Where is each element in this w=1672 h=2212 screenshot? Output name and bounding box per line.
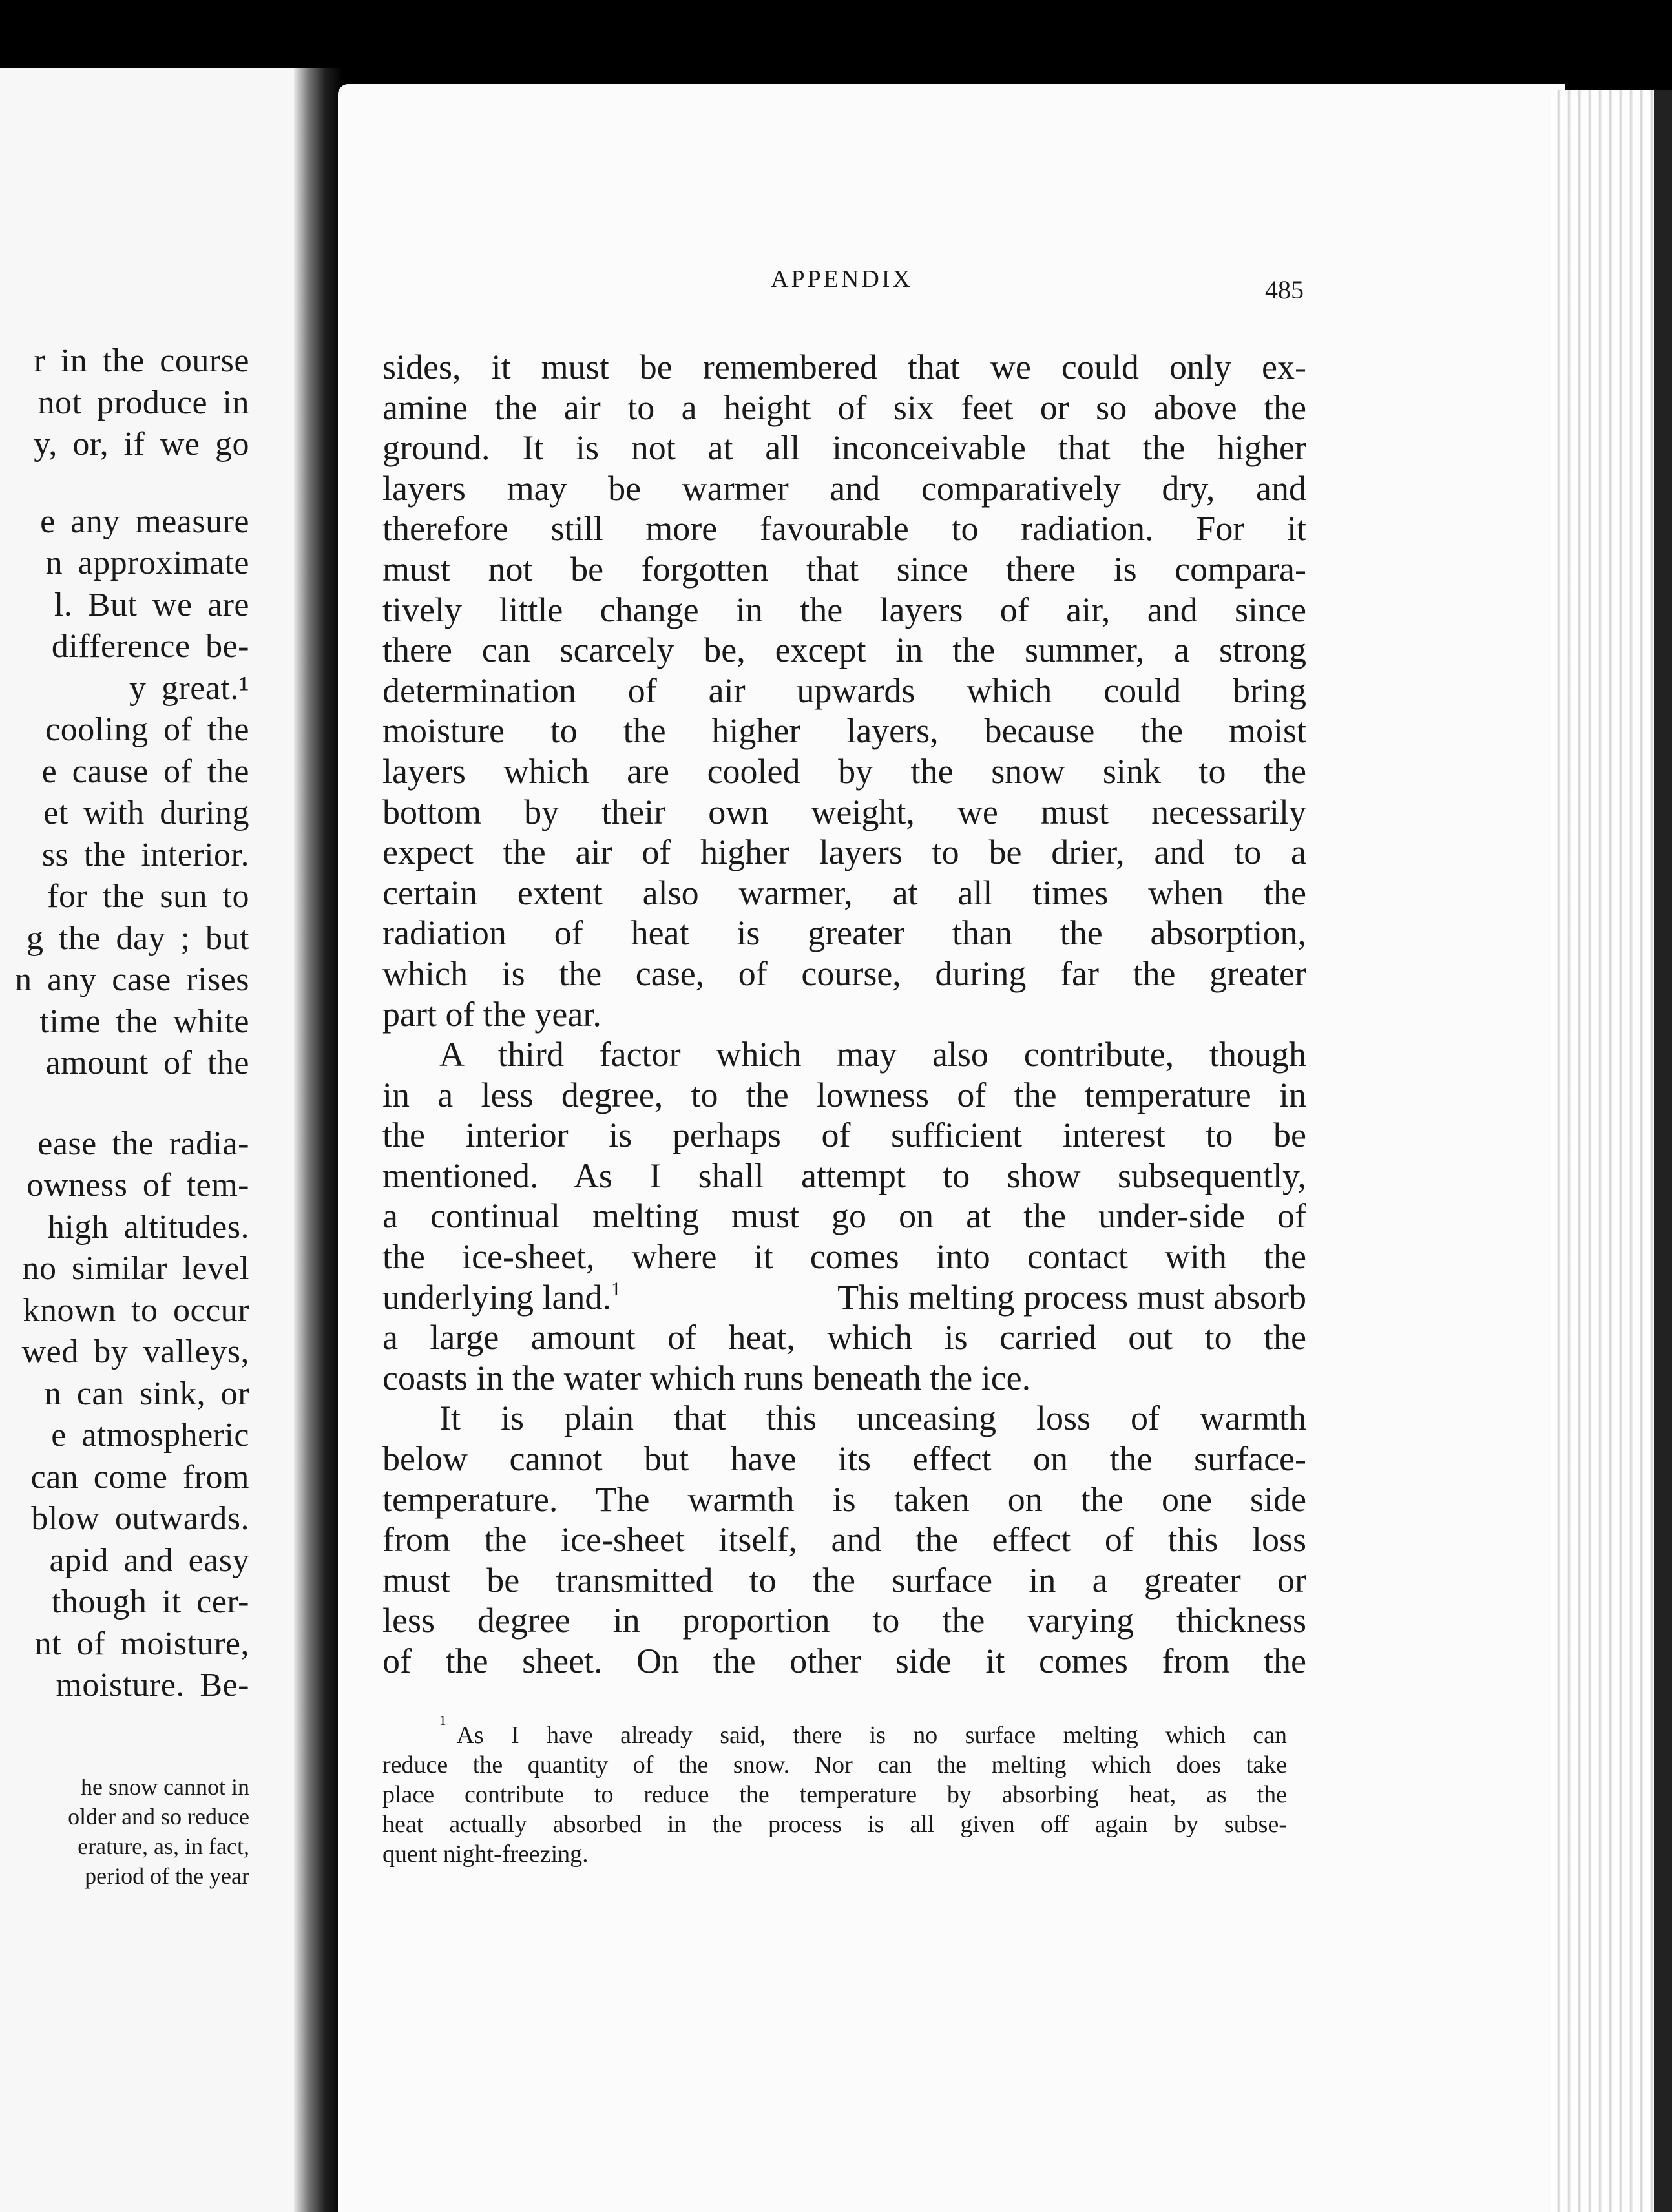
- facing-line: though it cer-: [51, 1583, 249, 1620]
- text-line: radiation of heat is greater than the absorption,: [382, 913, 1306, 953]
- text-line: expect the air of higher layers to be drier, and to a: [382, 833, 1306, 872]
- text-line: certain extent also warmer, at all times when the: [382, 873, 1306, 912]
- facing-line: amount of the: [45, 1045, 249, 1081]
- footnote-line: reduce the quantity of the snow. Nor can the melting which does take: [382, 1751, 1287, 1779]
- text-line: a continual melting must go on at the under-side of: [382, 1196, 1306, 1236]
- text-line: A third factor which may also contribute, though: [439, 1035, 1306, 1074]
- text-line: mentioned. As I shall attempt to show subsequently,: [382, 1156, 1306, 1195]
- text-line: moisture to the higher layers, because the moist: [382, 711, 1306, 751]
- facing-line: et with during: [43, 795, 249, 831]
- text-line: in a less degree, to the lowness of the temperature in: [382, 1075, 1306, 1114]
- facing-line: e cause of the: [41, 753, 249, 790]
- text-line: It is plain that this unceasing loss of warmth: [439, 1399, 1306, 1438]
- facing-line: l. But we are: [54, 586, 249, 623]
- footnote-line: [382, 1713, 1287, 1750]
- facing-line: n can sink, or: [44, 1375, 249, 1412]
- text-line: which is the case, of course, during far the greater: [382, 954, 1306, 993]
- facing-line: moisture. Be-: [56, 1667, 249, 1704]
- footnote-reference: 1: [611, 1278, 621, 1300]
- facing-line: difference be-: [51, 628, 249, 665]
- facing-note-line: period of the year: [85, 1863, 249, 1889]
- text-line: coasts in the water which runs beneath the ice.: [382, 1358, 1031, 1397]
- text-line: must not be forgotten that since there is compara-: [382, 549, 1306, 589]
- facing-line: no similar level: [22, 1250, 249, 1287]
- facing-line: blow outwards.: [31, 1500, 249, 1537]
- facing-line: ss the interior.: [41, 836, 249, 873]
- scan-background-top: [0, 0, 1672, 71]
- facing-line: y great.¹: [129, 669, 249, 707]
- facing-line: r in the course: [34, 342, 249, 379]
- text-segment-end: This melting process must absorb: [837, 1277, 1306, 1317]
- page-number: 485: [1265, 275, 1304, 304]
- facing-note-line: older and so reduce: [68, 1804, 249, 1830]
- facing-line: nt of moisture,: [34, 1625, 249, 1662]
- footnote-line: quent night-freezing.: [382, 1841, 589, 1868]
- facing-line: n any case rises: [15, 961, 249, 998]
- facing-page-text: [0, 340, 249, 1707]
- text-line: there can scarcely be, except in the summer, a strong: [382, 631, 1306, 670]
- text-line: sides, it must be remembered that we could only ex-: [382, 348, 1306, 386]
- text-line: therefore still more favourable to radiation. For it: [382, 509, 1306, 548]
- facing-line: wed by valleys,: [21, 1333, 249, 1370]
- facing-line: ease the radia-: [37, 1125, 249, 1162]
- text-line: determination of air upwards which could bring: [382, 671, 1306, 710]
- text-line: temperature. The warmth is taken on the one side: [382, 1479, 1306, 1519]
- text-line: below cannot but have its effect on the surface-: [382, 1439, 1306, 1479]
- facing-note-line: he snow cannot in: [81, 1774, 249, 1800]
- facing-page: [0, 68, 304, 2212]
- facing-line: cooling of the: [45, 711, 249, 748]
- facing-line: e any measure: [40, 503, 249, 540]
- text-line: tively little change in the layers of air, and since: [382, 590, 1306, 629]
- facing-line: e atmospheric: [51, 1417, 249, 1454]
- footnote-line-text: As I have already said, there is no surface melting which can: [456, 1722, 1287, 1749]
- facing-line: n approximate: [45, 545, 249, 581]
- facing-line: apid and easy: [49, 1541, 249, 1579]
- book-gutter-shadow: [294, 68, 342, 2212]
- facing-line: can come from: [30, 1458, 249, 1496]
- body-text: [382, 347, 1306, 1682]
- facing-line: owness of tem-: [26, 1167, 249, 1204]
- text-segment: [382, 1277, 621, 1318]
- text-line: must be transmitted to the surface in a greater or: [382, 1560, 1306, 1600]
- facing-line: g the day ; but: [26, 919, 249, 957]
- footnote-line: place contribute to reduce the temperature by absorbing heat, as the: [382, 1781, 1287, 1808]
- text-line: less degree in proportion to the varying thickness: [382, 1601, 1306, 1640]
- text-line: [382, 1277, 1306, 1318]
- facing-line: time the white: [39, 1003, 249, 1040]
- facing-line: for the sun to: [47, 878, 249, 915]
- text-line: the ice-sheet, where it comes into contact with the: [382, 1237, 1306, 1277]
- text-line: bottom by their own weight, we must necessarily: [382, 792, 1306, 831]
- facing-line: high altitudes.: [47, 1208, 249, 1246]
- footnote-marker: 1: [439, 1713, 446, 1728]
- text-line: of the sheet. On the other side it comes from the: [382, 1642, 1306, 1680]
- text-line: amine the air to a height of six feet or so above the: [382, 388, 1306, 427]
- text-line: the interior is perhaps of sufficient interest to be: [382, 1116, 1306, 1155]
- footnote-line: heat actually absorbed in the process is all given off again by subse-: [382, 1811, 1287, 1838]
- text-line: from the ice-sheet itself, and the effect of this loss: [382, 1520, 1306, 1560]
- text-line: layers which are cooled by the snow sink to the: [382, 751, 1306, 791]
- text-segment-start: underlying land.: [382, 1277, 611, 1317]
- text-line: part of the year.: [382, 994, 601, 1034]
- facing-line: not produce in: [37, 384, 249, 421]
- facing-note-line: erature, as, in fact,: [78, 1833, 249, 1859]
- facing-line: y, or, if we go: [34, 426, 249, 463]
- text-line: a large amount of heat, which is carried out to the: [382, 1318, 1306, 1357]
- text-line: ground. It is not at all inconceivable that the higher: [382, 428, 1306, 468]
- text-line: layers may be warmer and comparatively dry, and: [382, 468, 1306, 508]
- running-head: APPENDIX: [771, 266, 913, 293]
- facing-page-footnotes: [0, 1772, 249, 1891]
- footnote: [382, 1713, 1287, 1869]
- facing-line: known to occur: [23, 1291, 249, 1329]
- page-edges-shadow: [1654, 90, 1672, 2212]
